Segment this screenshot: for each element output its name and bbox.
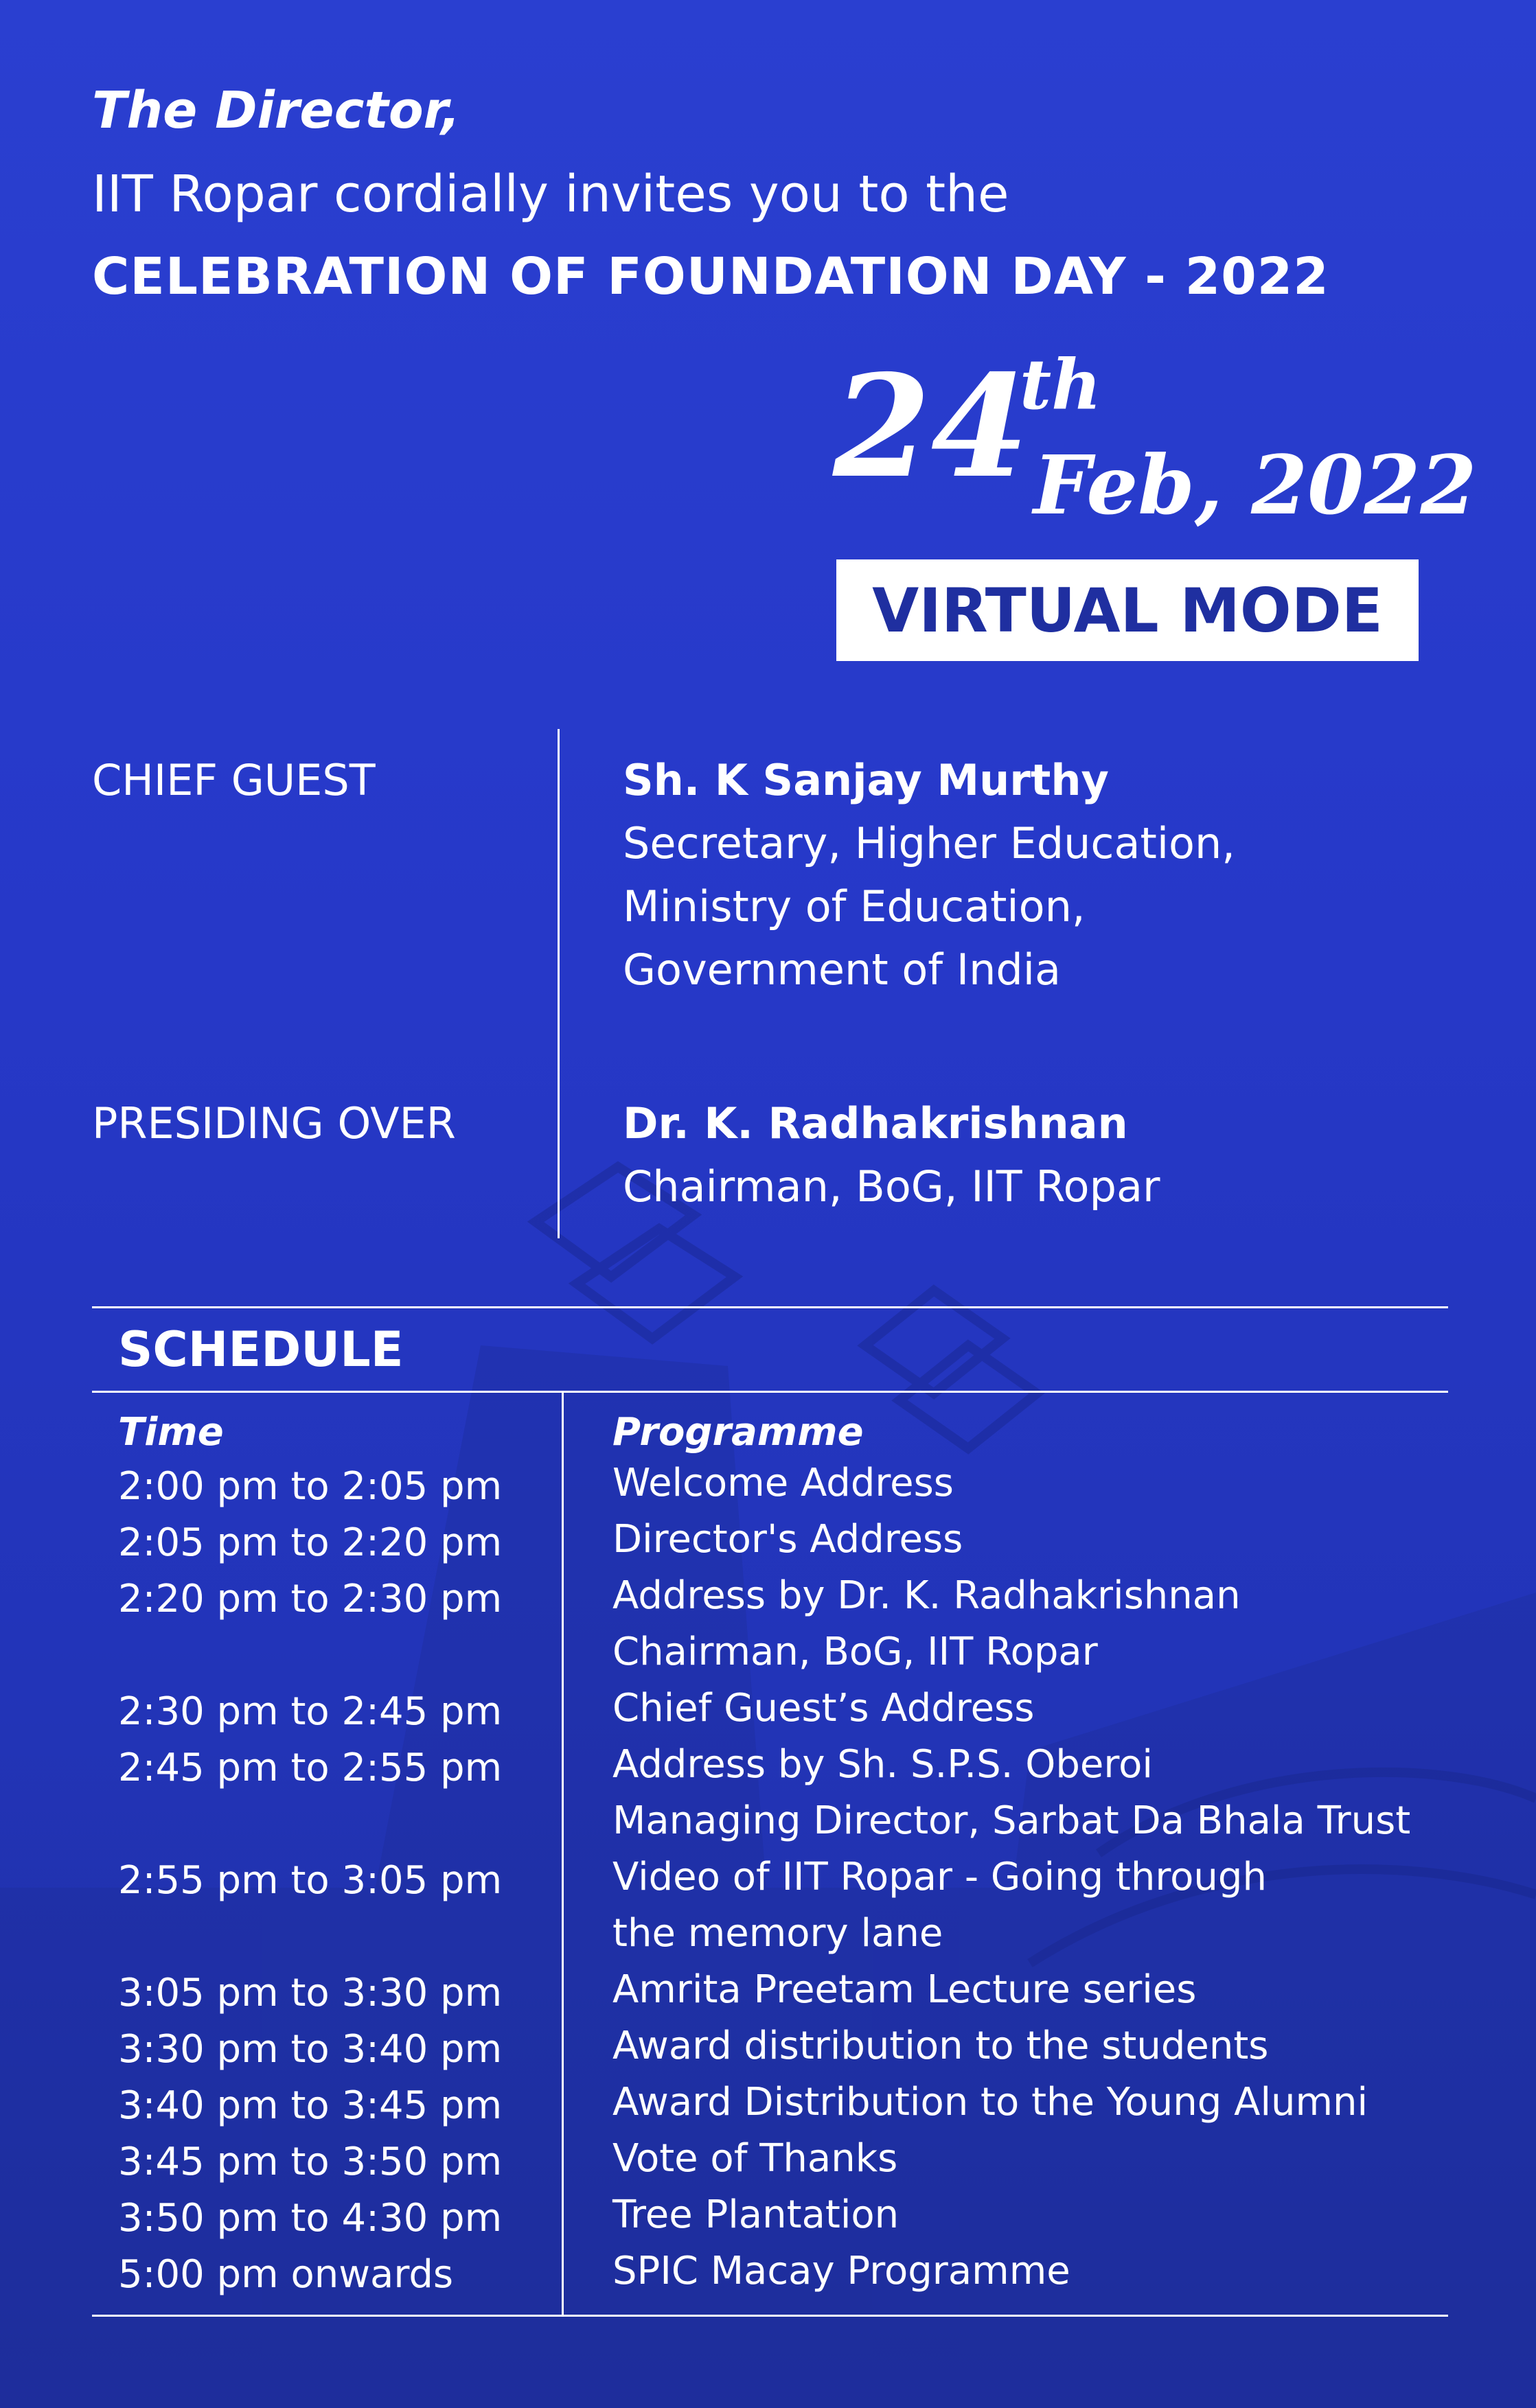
schedule-time: 3:05 pm to 3:30 pm: [118, 1971, 503, 2015]
schedule-programme: Award Distribution to the Young Alumni: [612, 2080, 1368, 2125]
schedule-title: SCHEDULE: [118, 1321, 404, 1378]
schedule-time: 2:55 pm to 3:05 pm: [118, 1858, 503, 1903]
virtual-mode-badge: [836, 559, 1419, 661]
time-column-header: Time: [118, 1410, 224, 1455]
schedule-programme: Address by Dr. K. Radhakrishnan Chairman, BoG, IIT Ropar: [612, 1573, 1241, 1674]
salutation: The Director,: [92, 81, 461, 140]
schedule-programme: Chief Guest’s Address: [612, 1686, 1035, 1730]
schedule-programme: Director's Address: [612, 1517, 963, 1562]
schedule-time: 2:45 pm to 2:55 pm: [118, 1746, 503, 1790]
presiding-over-label: PRESIDING OVER: [92, 1098, 456, 1148]
schedule-column-divider: [562, 1392, 564, 2315]
date-suffix: th: [1020, 344, 1101, 425]
schedule-programme: Vote of Thanks: [612, 2136, 898, 2181]
invite-line: IIT Ropar cordially invites you to the: [92, 165, 1009, 224]
schedule-programme: Amrita Preetam Lecture series: [612, 1967, 1197, 2012]
schedule-time: 2:00 pm to 2:05 pm: [118, 1464, 503, 1509]
chief-guest-title-line: Secretary, Higher Education,: [623, 818, 1235, 868]
schedule-time: 2:30 pm to 2:45 pm: [118, 1689, 503, 1734]
date-day: 24: [833, 345, 1029, 509]
presiding-over-title-line: Chairman, BoG, IIT Ropar: [623, 1161, 1160, 1212]
schedule-time: 3:50 pm to 4:30 pm: [118, 2196, 503, 2241]
schedule-programme: SPIC Macay Programme: [612, 2249, 1070, 2293]
event-title: CELEBRATION OF FOUNDATION DAY - 2022: [92, 247, 1329, 306]
schedule-programme: Address by Sh. S.P.S. Oberoi Managing Director, Sarbat Da Bhala Trust: [612, 1742, 1411, 1843]
schedule-programme: Video of IIT Ropar - Going through the memory lane: [612, 1855, 1267, 1956]
chief-guest-name: Sh. K Sanjay Murthy: [623, 755, 1109, 805]
chief-guest-title-line: Government of India: [623, 945, 1061, 995]
schedule-bottom-rule: [92, 2315, 1448, 2317]
schedule-time: 2:05 pm to 2:20 pm: [118, 1520, 503, 1565]
virtual-mode-label: VIRTUAL MODE: [872, 575, 1383, 646]
schedule-time: 2:20 pm to 2:30 pm: [118, 1577, 503, 1621]
chief-guest-label: CHIEF GUEST: [92, 755, 376, 805]
schedule-time: 3:40 pm to 3:45 pm: [118, 2083, 503, 2128]
programme-column-header: Programme: [612, 1410, 864, 1455]
schedule-time: 5:00 pm onwards: [118, 2252, 454, 2297]
schedule-time: 3:45 pm to 3:50 pm: [118, 2140, 503, 2184]
schedule-programme: Tree Plantation: [612, 2192, 899, 2237]
schedule-time: 3:30 pm to 3:40 pm: [118, 2027, 503, 2072]
presiding-over-name: Dr. K. Radhakrishnan: [623, 1098, 1128, 1148]
guest-divider: [558, 729, 560, 1238]
chief-guest-title-line: Ministry of Education,: [623, 881, 1086, 931]
schedule-top-rule: [92, 1306, 1448, 1308]
schedule-programme: Award distribution to the students: [612, 2024, 1269, 2068]
schedule-programme: Welcome Address: [612, 1461, 954, 1505]
schedule-header-rule: [92, 1391, 1448, 1393]
date-month-year: Feb, 2022: [1033, 437, 1477, 533]
